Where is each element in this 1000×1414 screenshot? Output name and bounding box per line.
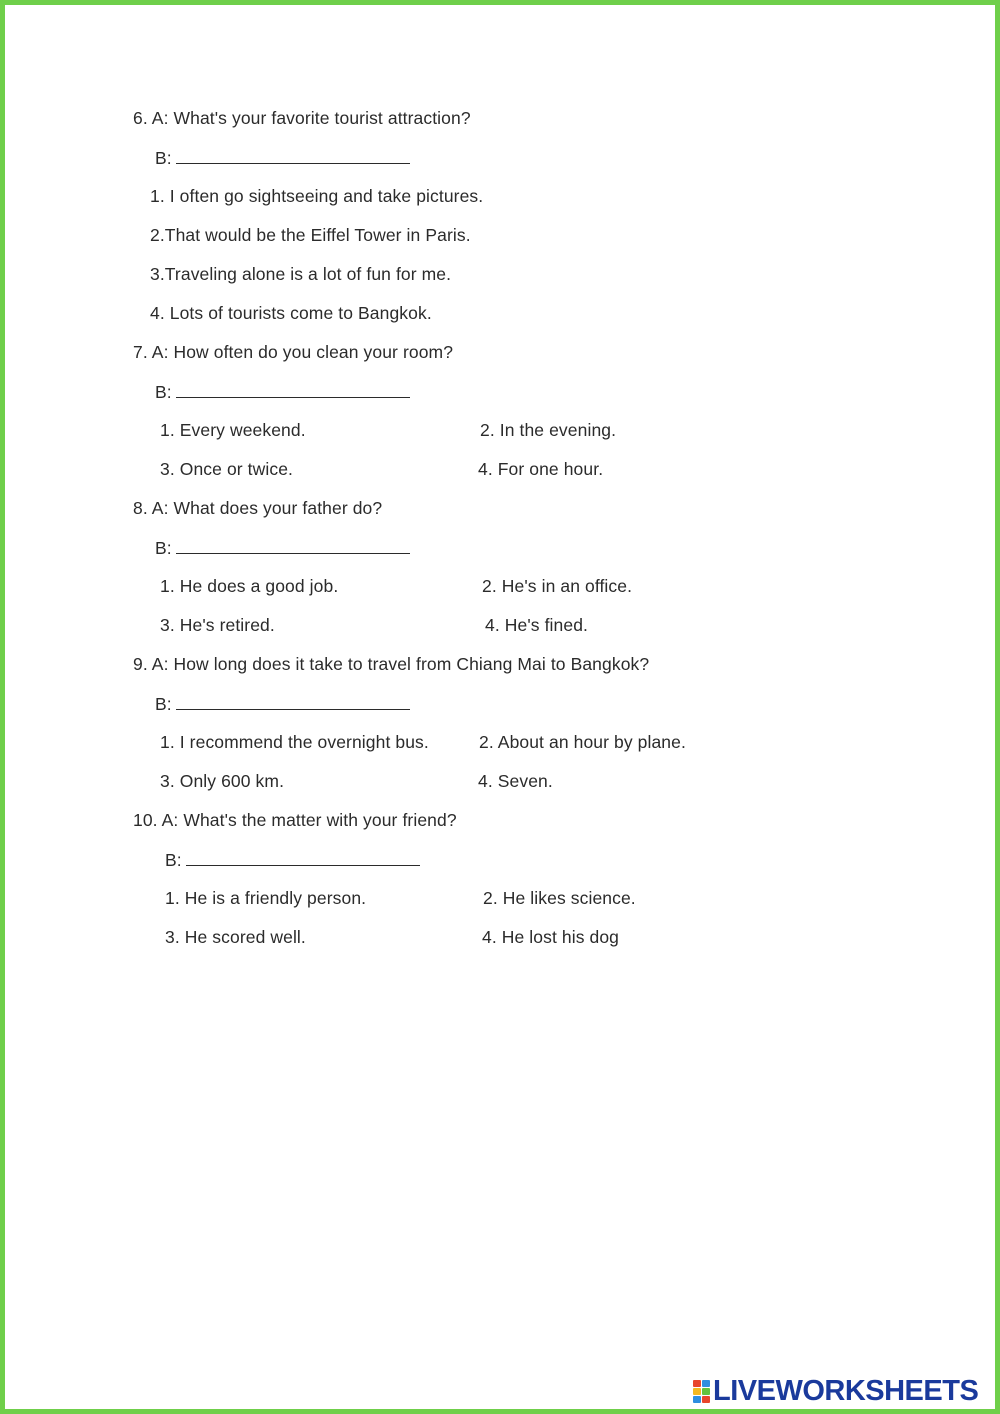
option-8-1[interactable]: 1. He does a good job. bbox=[160, 576, 339, 596]
answer-label: B: bbox=[155, 538, 172, 558]
question-9: 9. A: How long does it take to travel from Chiang Mai to Bangkok? bbox=[133, 654, 650, 674]
answer-blank[interactable] bbox=[176, 146, 410, 164]
answer-label: B: bbox=[155, 694, 172, 714]
liveworksheets-logo[interactable] bbox=[693, 1376, 978, 1406]
answer-label: B: bbox=[155, 382, 172, 402]
logo-text: LIVEWORKSHEETS bbox=[713, 1374, 979, 1407]
option-7-3[interactable]: 3. Once or twice. bbox=[160, 459, 294, 479]
option-10-3[interactable]: 3. He scored well. bbox=[165, 927, 306, 947]
option-7-2[interactable]: 2. In the evening. bbox=[480, 420, 617, 440]
question-10: 10. A: What's the matter with your friend? bbox=[133, 810, 457, 830]
liveworksheets-logo-icon bbox=[693, 1380, 710, 1403]
answer-line-6[interactable] bbox=[155, 146, 410, 169]
answer-blank[interactable] bbox=[176, 692, 410, 710]
option-9-3[interactable]: 3. Only 600 km. bbox=[160, 771, 285, 791]
option-8-2[interactable]: 2. He's in an office. bbox=[482, 576, 633, 596]
option-6-3[interactable]: 3.Traveling alone is a lot of fun for me. bbox=[150, 264, 452, 284]
answer-blank[interactable] bbox=[186, 848, 420, 866]
option-6-4[interactable]: 4. Lots of tourists come to Bangkok. bbox=[150, 303, 432, 323]
answer-blank[interactable] bbox=[176, 380, 410, 398]
question-6: 6. A: What's your favorite tourist attraction? bbox=[133, 108, 471, 128]
answer-line-10[interactable] bbox=[165, 848, 420, 871]
answer-line-8[interactable] bbox=[155, 536, 410, 559]
option-10-2[interactable]: 2. He likes science. bbox=[483, 888, 636, 908]
answer-label: B: bbox=[165, 850, 182, 870]
option-6-1[interactable]: 1. I often go sightseeing and take pictures. bbox=[150, 186, 484, 206]
answer-label: B: bbox=[155, 148, 172, 168]
option-7-1[interactable]: 1. Every weekend. bbox=[160, 420, 306, 440]
option-9-1[interactable]: 1. I recommend the overnight bus. bbox=[160, 732, 429, 752]
option-10-4[interactable]: 4. He lost his dog bbox=[482, 927, 620, 947]
option-10-1[interactable]: 1. He is a friendly person. bbox=[165, 888, 367, 908]
answer-line-7[interactable] bbox=[155, 380, 410, 403]
option-9-2[interactable]: 2. About an hour by plane. bbox=[479, 732, 686, 752]
answer-line-9[interactable] bbox=[155, 692, 410, 715]
answer-blank[interactable] bbox=[176, 536, 410, 554]
option-9-4[interactable]: 4. Seven. bbox=[478, 771, 553, 791]
question-7: 7. A: How often do you clean your room? bbox=[133, 342, 454, 362]
option-8-3[interactable]: 3. He's retired. bbox=[160, 615, 275, 635]
option-7-4[interactable]: 4. For one hour. bbox=[478, 459, 604, 479]
option-8-4[interactable]: 4. He's fined. bbox=[485, 615, 588, 635]
option-6-2[interactable]: 2.That would be the Eiffel Tower in Paris. bbox=[150, 225, 471, 245]
question-8: 8. A: What does your father do? bbox=[133, 498, 383, 518]
